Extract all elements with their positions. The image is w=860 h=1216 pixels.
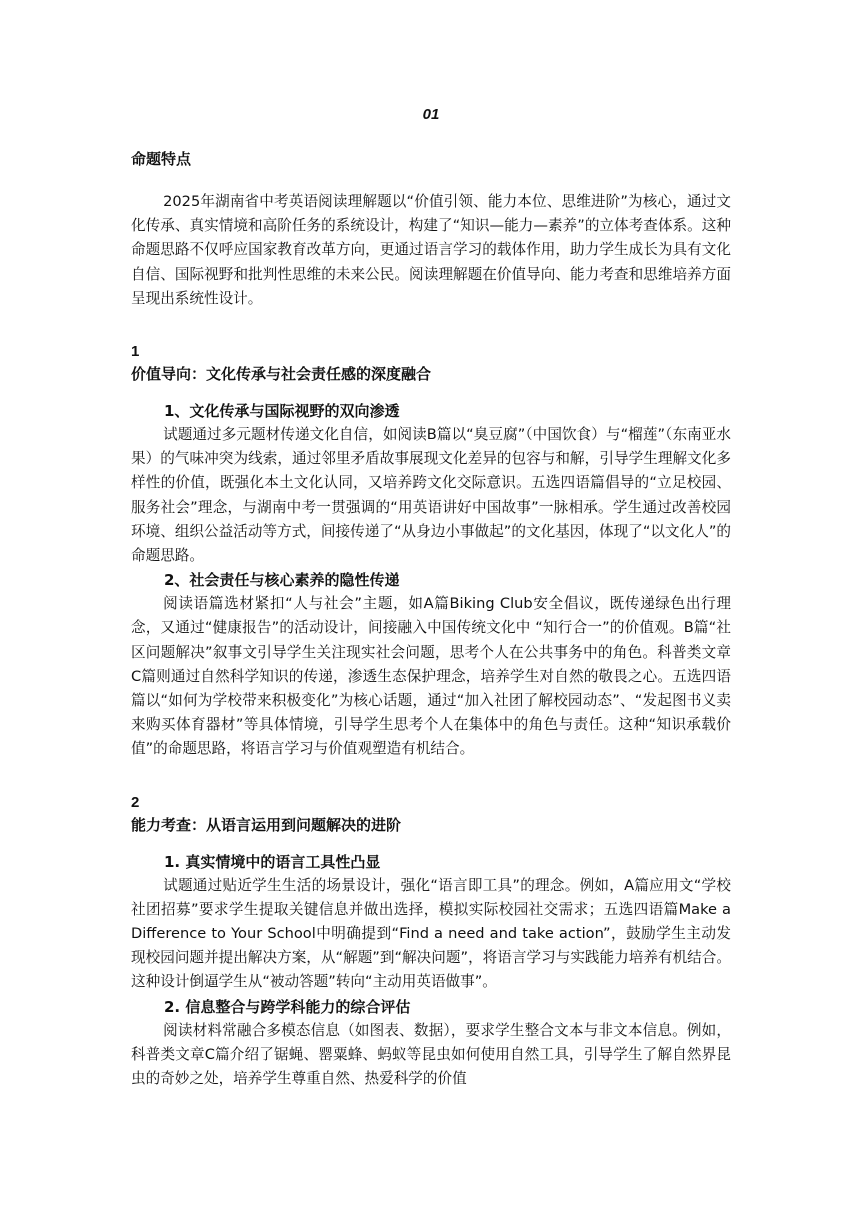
part-2-heading: 能力考查：从语言运用到问题解决的进阶 [131,815,402,834]
part-2-subheading-2: 2. 信息整合与跨学科能力的综合评估 [164,997,411,1016]
part-1-paragraph-1: 试题通过多元题材传递文化自信，如阅读B篇以“臭豆腐”（中国饮食）与“榴莲”（东南亚水果）的气味冲突为线索，通过邻里矛盾故事展现文化差异的包容与和解，引导学生理解文化多样性的价值，既强化本土文化认同，又培养跨文化交际意识。五选四语篇倡导的“立足校园、服务社会”理念，与湖南中考一贯强调的“用英语讲好中国故事”一脉相承。学生通过改善校园环境、组织公益活动等方式，间接传递了“从身边小事做起”的文化基因，体现了“以文化人”的命题思路。 [131,426,731,565]
intro-paragraph: 2025年湖南省中考英语阅读理解题以“价值引领、能力本位、思维进阶”为核心，通过文化传承、真实情境和高阶任务的系统设计，构建了“知识—能力—素养”的立体考查体系。这种命题思路不仅呼应国家教育改革方向，更通过语言学习的载体作用，助力学生成长为具有文化自信、国际视野和批判性思维的未来公民。阅读理解题在价值导向、能力考查和思维培养方面呈现出系统性设计。 [131,193,731,307]
part-2-paragraph-2: 阅读材料常融合多模态信息（如图表、数据），要求学生整合文本与非文本信息。例如，科普类文章C篇介绍了锯蝇、罂粟蜂、蚂蚁等昆虫如何使用自然工具，引导学生了解自然界昆虫的奇妙之处，培养学生尊重自然、热爱科学的价值 [131,1021,731,1088]
part-1-subheading-1: 1、文化传承与国际视野的双向渗透 [164,402,400,421]
part-1-heading: 价值导向：文化传承与社会责任感的深度融合 [131,365,432,384]
section-heading: 命题特点 [131,150,192,168]
document-body [131,104,731,1091]
part-1-number: 1 [131,343,140,361]
part-2-number: 2 [131,793,140,811]
part-2-paragraph-1: 试题通过贴近学生生活的场景设计，强化“语言即工具”的理念。例如，A篇应用文“学校社团招募”要求学生提取关键信息并做出选择，模拟实际校园社交需求；五选四语篇Make a Difference to Your School中明确提到“Find a need and take action”，鼓励学生主动发现校园问题并提出解决方案，从“解题”到“解决问题”，将语言学习与实践能力培养有机结合。这种设计倒逼学生从“被动答题”转向“主动用英语做事”。 [131,876,731,991]
part-1-paragraph-2: 阅读语篇选材紧扣“人与社会”主题，如A篇Biking Club安全倡议，既传递绿色出行理念，又通过“健康报告”的活动设计，间接融入中国传统文化中 “知行合一”的价值观。B篇“社区问题解决”叙事文引导学生关注现实社会问题，思考个人在公共事务中的角色。科普类文章C篇则通过自然科学知识的传递，渗透生态保护理念，培养学生对自然的敬畏之心。五选四语篇以“如何为学校带来积极变化”为核心话题，通过“加入社团了解校园动态”、“发起图书义卖来购买体育器材”等具体情境，引导学生思考个人在集体中的角色与责任。这种“知识承载价值”的命题思路，将语言学习与价值观塑造有机结合。 [131,595,731,758]
document-number-title: 01 [422,106,440,123]
part-2-subheading-1: 1. 真实情境中的语言工具性凸显 [164,852,381,871]
part-1-subheading-2: 2、社会责任与核心素养的隐性传递 [164,571,400,590]
